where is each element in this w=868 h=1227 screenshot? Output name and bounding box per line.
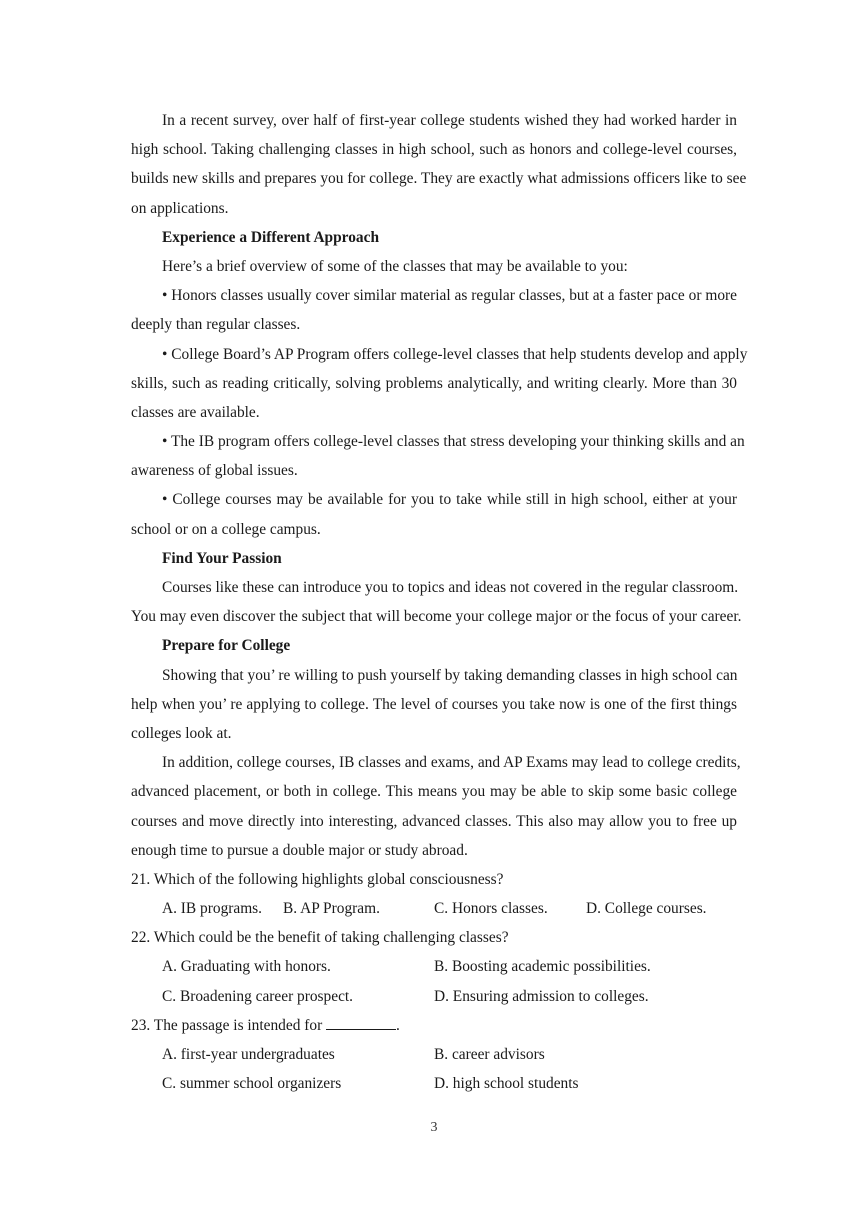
- text-line: • Honors classes usually cover similar material as regular classes, but at a faster pace or more: [162, 287, 737, 305]
- text-line: skills, such as reading critically, solving problems analytically, and writing clearly. More than 30: [131, 374, 737, 392]
- option-b[interactable]: B. AP Program.: [283, 900, 380, 918]
- bullet-ap: [131, 340, 748, 428]
- question-stem: [131, 1011, 737, 1040]
- section-heading: Prepare for College: [162, 637, 291, 655]
- option-c[interactable]: C. Broadening career prospect.: [162, 987, 354, 1005]
- text-line: builds new skills and prepares you for college. They are exactly what admissions officers like to see: [131, 170, 747, 188]
- option-d[interactable]: D. College courses.: [586, 900, 707, 918]
- text-line: In addition, college courses, IB classes and exams, and AP Exams may lead to college credits,: [162, 754, 741, 772]
- option-c[interactable]: C. Honors classes.: [434, 900, 548, 918]
- text-line: • College Board’s AP Program offers college-level classes that help students develop and apply: [162, 345, 748, 363]
- bullet-honors: [131, 281, 737, 339]
- option-b[interactable]: B. career advisors: [434, 1046, 545, 1063]
- paragraph-addition: [131, 748, 741, 865]
- text-line: high school. Taking challenging classes in high school, such as honors and college-level courses,: [131, 141, 737, 159]
- options-row: [131, 894, 737, 923]
- text-line: Here’s a brief overview of some of the classes that may be available to you:: [162, 257, 628, 275]
- option-a[interactable]: A. IB programs.: [162, 900, 263, 918]
- option-c[interactable]: C. summer school organizers: [162, 1075, 342, 1093]
- section-heading: Experience a Different Approach: [162, 228, 380, 246]
- paragraph-passion: [131, 573, 742, 631]
- question-21: [131, 865, 737, 923]
- text-line: advanced placement, or both in college. This means you may be able to skip some basic college: [131, 783, 737, 801]
- bullet-college-courses: [131, 485, 737, 543]
- page-number: 3: [430, 1120, 438, 1135]
- options-row: [131, 1069, 737, 1098]
- option-d[interactable]: D. high school students: [434, 1075, 579, 1093]
- option-a[interactable]: A. first-year undergraduates: [162, 1046, 335, 1063]
- options-row: [131, 982, 737, 1011]
- options-row: [131, 1040, 737, 1069]
- text-line: help when you’ re applying to college. The level of courses you take now is one of the first things: [131, 695, 737, 713]
- section-heading: Find Your Passion: [162, 549, 282, 567]
- text-line: • The IB program offers college-level classes that stress developing your thinking skills and an: [162, 433, 745, 451]
- bullet-ib: [131, 427, 745, 485]
- option-d[interactable]: D. Ensuring admission to colleges.: [434, 987, 649, 1005]
- question-stem: 21. Which of the following highlights global consciousness?: [131, 870, 504, 888]
- text-line: Courses like these can introduce you to topics and ideas not covered in the regular classroom.: [162, 579, 739, 596]
- paragraph-prepare: [131, 661, 737, 749]
- question-23: [131, 1011, 737, 1099]
- options-row: [131, 952, 737, 981]
- text-line: deeply than regular classes.: [131, 316, 301, 334]
- text-line: You may even discover the subject that will become your college major or the focus of your career.: [131, 608, 742, 626]
- text-line: Showing that you’ re willing to push yourself by taking demanding classes in high school can: [162, 666, 738, 684]
- text-line: enough time to pursue a double major or study abroad.: [131, 841, 468, 859]
- text-line: courses and move directly into interesting, advanced classes. This also may allow you to free up: [131, 812, 737, 830]
- text-line: school or on a college campus.: [131, 520, 321, 538]
- question-stem: 22. Which could be the benefit of taking challenging classes?: [131, 929, 509, 947]
- paragraph-intro: [131, 106, 747, 223]
- option-b[interactable]: B. Boosting academic possibilities.: [434, 958, 651, 976]
- question-22: [131, 923, 737, 1011]
- option-a[interactable]: A. Graduating with honors.: [162, 958, 331, 976]
- text-line: In a recent survey, over half of first-year college students wished they had worked harder in: [162, 112, 737, 129]
- answer-blank[interactable]: [326, 1015, 396, 1030]
- stem-end: .: [396, 1016, 400, 1034]
- text-line: on applications.: [131, 199, 229, 217]
- text-line: awareness of global issues.: [131, 462, 298, 480]
- stem-text: 23. The passage is intended for: [131, 1016, 327, 1034]
- exam-page: [131, 106, 748, 1098]
- text-line: classes are available.: [131, 403, 260, 421]
- text-line: • College courses may be available for you to take while still in high school, either at your: [162, 491, 737, 509]
- text-line: colleges look at.: [131, 724, 232, 742]
